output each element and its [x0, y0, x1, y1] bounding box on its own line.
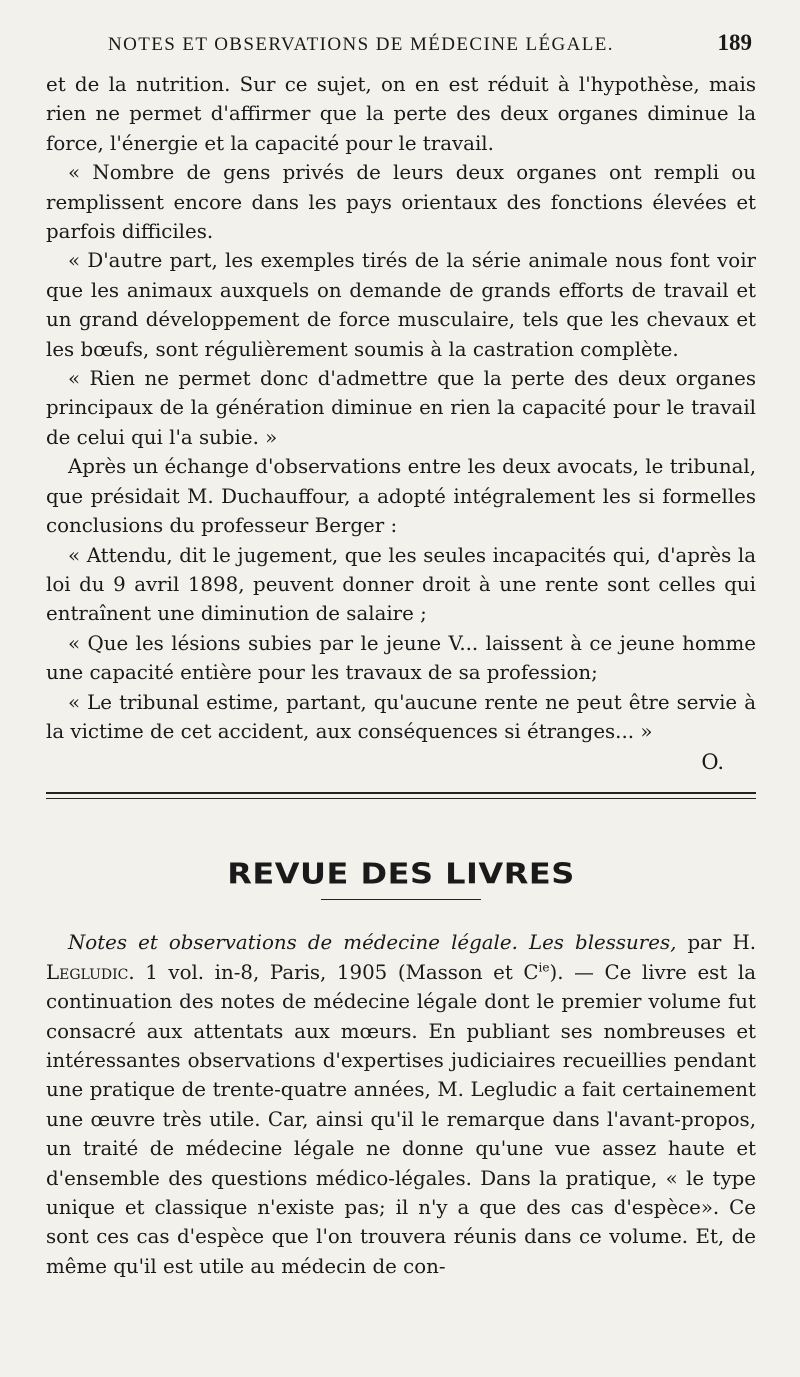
review-paragraph: [46, 928, 756, 1281]
paragraph: « D'autre part, les exemples tirés de la série animale nous font voir que les animaux auxquels on demande de grands efforts de travail et un grand développement de force musculaire, tels que les chevaux et les bœufs, sont régulièrement soumis à la castration complète.: [46, 249, 756, 361]
author-signature: O.: [701, 750, 724, 775]
publication-info-end: ). —: [549, 960, 605, 984]
section-title: REVUE DES LIVRES: [227, 857, 575, 892]
running-header: [46, 30, 756, 66]
publication-info: . 1 vol. in-8, Paris, 1905 (Masson et C: [128, 960, 539, 984]
book-author: Legludic: [46, 960, 129, 984]
book-title: Notes et observations de médecine légale. Les blessures,: [68, 931, 677, 955]
book-review: [46, 928, 756, 1281]
paragraph: Après un échange d'observations entre les deux avocats, le tribunal, que présidait M. Duchauffour, a adopté intégralement les si formelles conclusions du professeur Berger :: [46, 455, 756, 538]
review-text: Ce livre est la continuation des notes de médecine légale dont le premier volume fut consacré aux attentats aux mœurs. En publiant ses nombreuses et intéressantes observations d'expertises judiciaires recueillies pendant une pratique de trente-quatre années, M. Legludic a fait certainement une œuvre très utile. Car, ainsi qu'il le remarque dans l'avant-propos, un traité de médecine légale ne donne qu'une vue assez haute et d'ensemble des questions médico-légales. Dans la pratique, « le type unique et classique n'existe pas; il n'y a que des cas d'espèce». Ce sont ces cas d'espèce que l'on trouvera réunis dans ce volume. Et, de même qu'il est utile au médecin de con-: [46, 960, 756, 1278]
paragraph: « Attendu, dit le jugement, que les seules incapacités qui, d'après la loi du 9 avril 1898, peuvent donner droit à une rente sont celles qui entraînent une diminution de salaire ;: [46, 543, 756, 626]
paragraph: « Nombre de gens privés de leurs deux organes ont rempli ou remplissent encore dans les pays orientaux des fonctions élevées et parfois difficiles.: [46, 161, 756, 244]
paragraph: « Rien ne permet donc d'admettre que la perte des deux organes principaux de la génération diminue en rien la capacité pour le travail de celui qui l'a subie. »: [46, 367, 756, 449]
title-underline: [321, 899, 481, 900]
paragraph: et de la nutrition. Sur ce sujet, on en est réduit à l'hypothèse, mais rien ne permet d'affirmer que la perte des deux organes diminue la force, l'énergie et la capacité pour le travail.: [46, 73, 756, 155]
running-title: NOTES ET OBSERVATIONS DE MÉDECINE LÉGALE.: [108, 34, 614, 55]
paragraph: « Que les lésions subies par le jeune V... laissent à ce jeune homme une capacité entière pour les travaux de sa profession;: [46, 631, 756, 685]
article-continuation: [46, 70, 756, 776]
page-number: 189: [717, 30, 752, 55]
publication-superscript: ie: [538, 960, 550, 975]
paragraph: « Le tribunal estime, partant, qu'aucune rente ne peut être servie à la victime de cet accident, aux conséquences si étranges... »: [46, 690, 756, 743]
section-divider: [46, 792, 756, 799]
by-text: par H.: [676, 931, 757, 955]
